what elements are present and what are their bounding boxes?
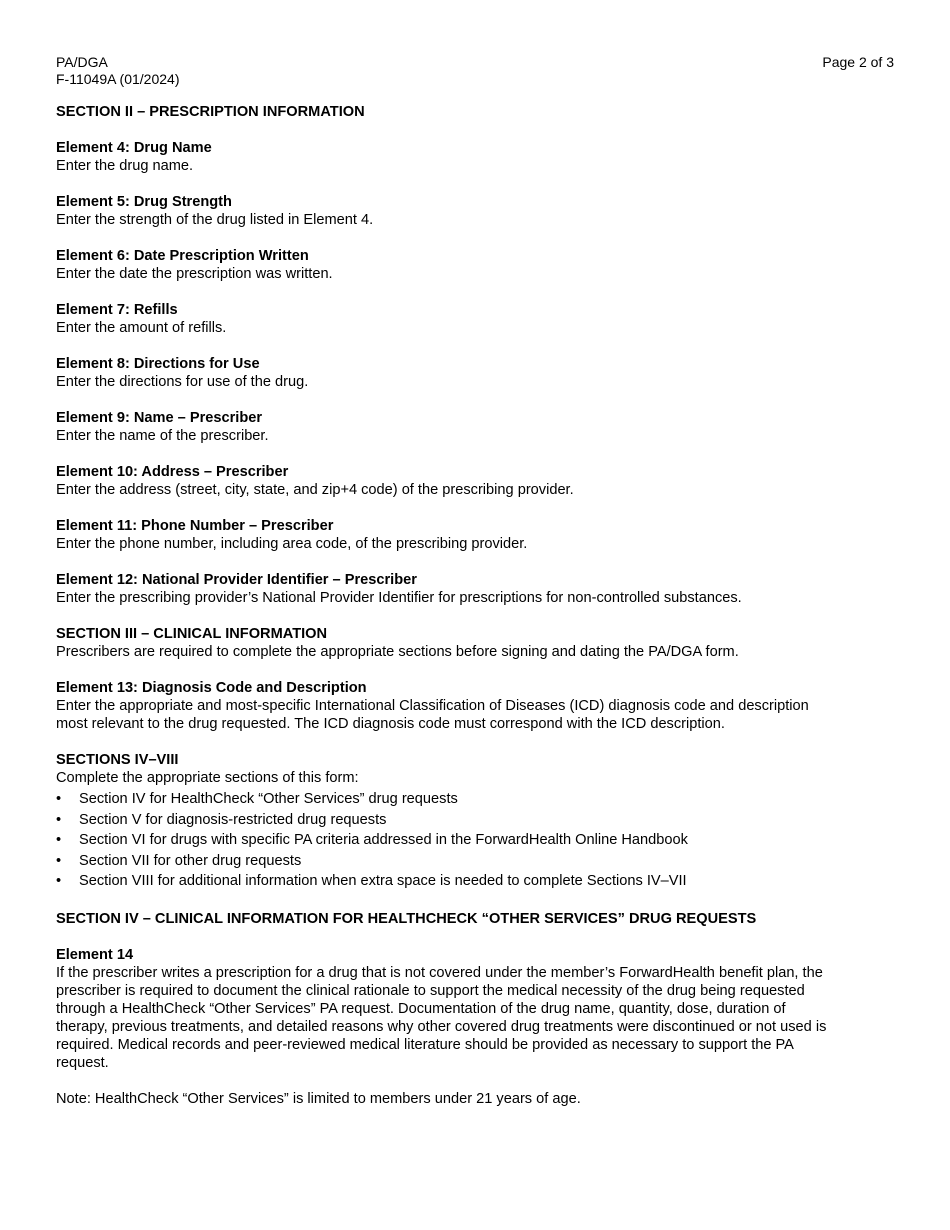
list-item-text: Section V for diagnosis-restricted drug requests (79, 811, 387, 828)
list-item (56, 789, 894, 810)
list-item (56, 810, 894, 831)
element-11 (56, 517, 894, 553)
element-title: Element 9: Name – Prescriber (56, 410, 263, 426)
element-text: Enter the strength of the drug listed in Element 4. (56, 212, 374, 228)
list-item (56, 830, 894, 851)
section-2-title: SECTION II – PRESCRIPTION INFORMATION (56, 104, 365, 120)
list-item-text: Section VI for drugs with specific PA criteria addressed in the ForwardHealth Online Handbook (79, 832, 688, 848)
section-2 (56, 103, 894, 121)
list-item-text: Section VII for other drug requests (79, 852, 302, 869)
bullet: • (56, 811, 62, 828)
note (56, 1090, 894, 1108)
list-item (56, 851, 894, 872)
element-8 (56, 355, 894, 391)
section-4 (56, 910, 894, 928)
note-text: Note: HealthCheck “Other Services” is limited to members under 21 years of age. (56, 1090, 581, 1107)
element-13 (56, 679, 894, 733)
element-title: Element 7: Refills (56, 302, 178, 318)
form-identifier (56, 54, 180, 88)
section-4-title: SECTION IV – CLINICAL INFORMATION FOR HEALTHCHECK “OTHER SERVICES” DRUG REQUESTS (56, 910, 757, 927)
element-title: Element 12: National Provider Identifier – Prescriber (56, 572, 417, 588)
element-title: Element 6: Date Prescription Written (56, 248, 309, 264)
document-body (56, 103, 894, 1126)
element-text: Enter the prescribing provider’s National Provider Identifier for prescriptions for non-controlled substances. (56, 590, 742, 606)
element-text: Enter the amount of refills. (56, 320, 227, 336)
element-text: Enter the drug name. (56, 158, 194, 174)
element-7 (56, 301, 894, 337)
element-text: Enter the directions for use of the drug. (56, 374, 309, 390)
bullet: • (56, 852, 62, 869)
element-title: Element 10: Address – Prescriber (56, 464, 289, 480)
element-12 (56, 571, 894, 607)
element-title: Element 14 (56, 946, 134, 963)
element-10 (56, 463, 894, 499)
bullet: • (56, 832, 62, 848)
sections-4-8-intro: Complete the appropriate sections of this form: (56, 770, 359, 786)
element-5 (56, 193, 894, 229)
form-number: F-11049A (01/2024) (56, 71, 180, 87)
element-text-line: therapy, previous treatments, and detailed reasons why other covered drug treatments were discontinued or not used is (56, 1018, 827, 1035)
element-title: Element 11: Phone Number – Prescriber (56, 518, 334, 534)
bullet: • (56, 873, 62, 889)
element-4 (56, 139, 894, 175)
sections-list (56, 789, 894, 892)
element-text-line: required. Medical records and peer-reviewed medical literature should be provided as necessary to support the PA (56, 1036, 794, 1053)
page-number: Page 2 of 3 (822, 54, 894, 70)
element-text-line: If the prescriber writes a prescription for a drug that is not covered under the member’s ForwardHealth benefit plan, the (56, 964, 823, 981)
element-title: Element 5: Drug Strength (56, 194, 232, 210)
element-text-line: most relevant to the drug requested. The ICD diagnosis code must correspond with the ICD description. (56, 716, 725, 732)
element-title: Element 4: Drug Name (56, 140, 212, 156)
sections-4-8 (56, 751, 894, 892)
element-title: Element 8: Directions for Use (56, 356, 260, 372)
list-item-text: Section VIII for additional information when extra space is needed to complete Sections IV–VII (79, 873, 687, 889)
list-item-text: Section IV for HealthCheck “Other Services” drug requests (79, 791, 458, 807)
sections-4-8-title: SECTIONS IV–VIII (56, 752, 179, 768)
element-6 (56, 247, 894, 283)
section-3 (56, 625, 894, 661)
section-3-title: SECTION III – CLINICAL INFORMATION (56, 626, 328, 642)
element-text: Enter the phone number, including area code, of the prescribing provider. (56, 536, 528, 552)
element-title: Element 13: Diagnosis Code and Description (56, 680, 367, 696)
list-item (56, 871, 894, 892)
bullet: • (56, 791, 62, 807)
element-14 (56, 946, 894, 1072)
element-text: Enter the address (street, city, state, and zip+4 code) of the prescribing provider. (56, 482, 574, 498)
element-text-line: Enter the appropriate and most-specific International Classification of Diseases (ICD) diagnosis code and description (56, 698, 809, 714)
element-text-line: prescriber is required to document the clinical rationale to support the medical necessity of the drug being requested (56, 982, 805, 999)
element-text: Enter the date the prescription was written. (56, 266, 333, 282)
element-text-line: request. (56, 1054, 109, 1071)
element-text-line: through a HealthCheck “Other Services” PA request. Documentation of the drug name, quantity, dose, duration of (56, 1000, 786, 1017)
element-9 (56, 409, 894, 445)
section-3-intro: Prescribers are required to complete the appropriate sections before signing and dating the PA/DGA form. (56, 644, 739, 660)
element-text: Enter the name of the prescriber. (56, 428, 269, 444)
form-name: PA/DGA (56, 54, 108, 70)
